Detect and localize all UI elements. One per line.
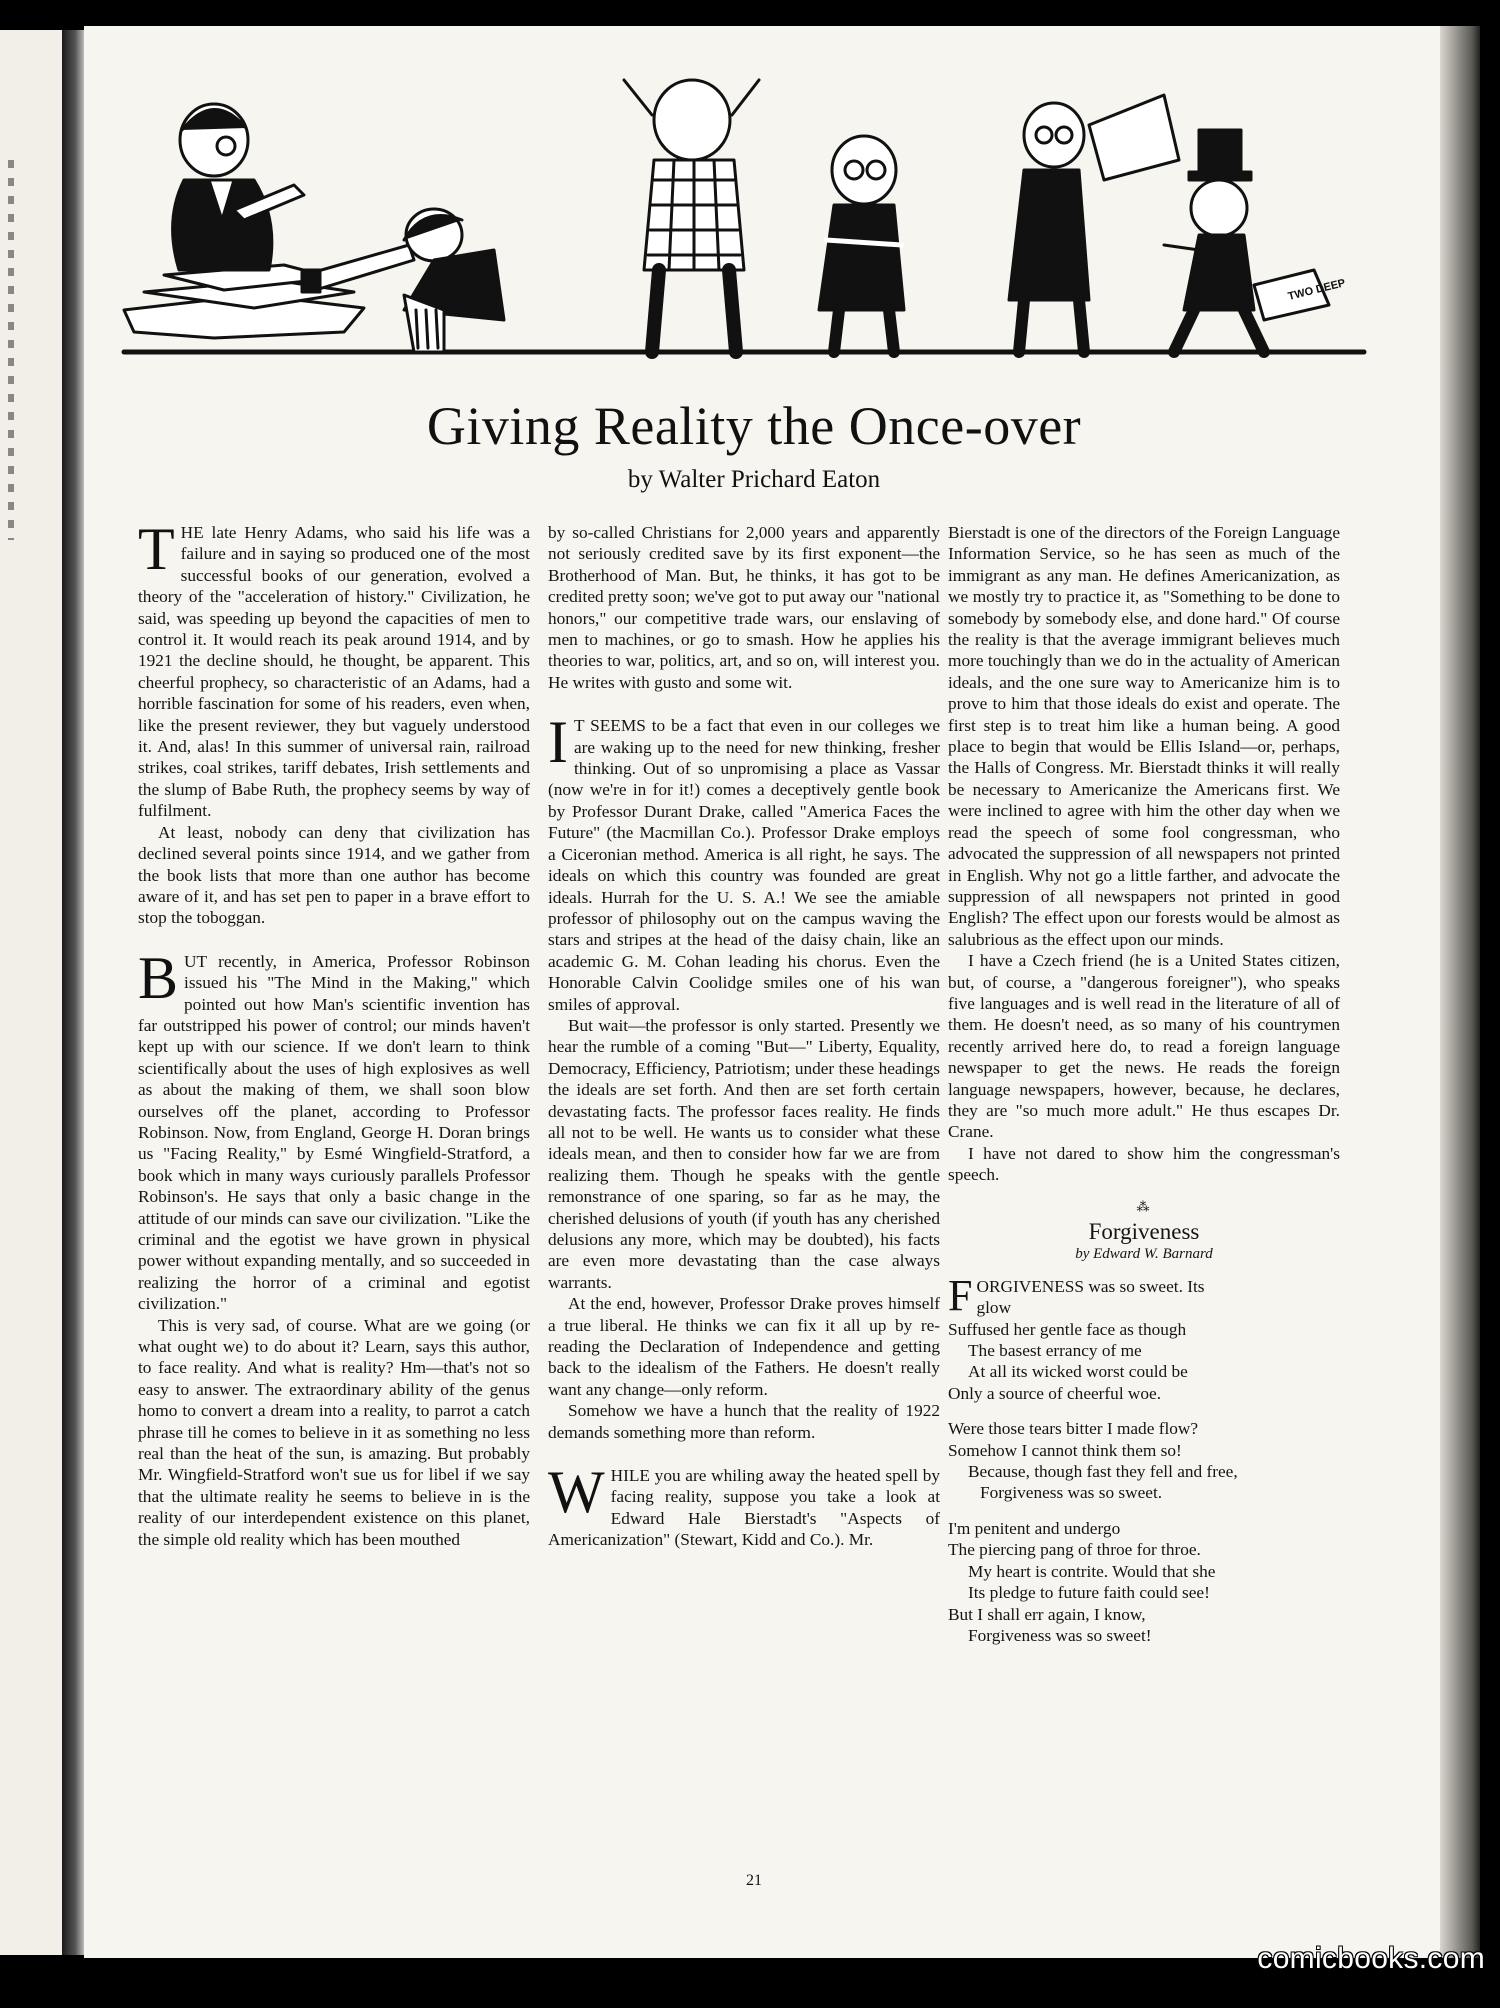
paragraph: But wait—the professor is only started. Presently we hear the rumble of a coming "But—" Liberty, Equality, Democracy, Efficiency, Patriotism; under these headings the ideals are set forth. And then are set forth certain devastating facts. The professor faces reality. He finds all not to be well. He wants us to consider what these ideals mean, and then to consider how far we are from realizing them. Though he speaks with the gentle remonstrance of one sparing, so far as he may, the cherished delusions of youth (if youth has any cherished delusions any more, which may be doubted), his facts are even more devastating than the case always warrants.: [548, 1015, 940, 1292]
man-with-paper-icon: [1009, 95, 1179, 352]
arms-crossed-man-icon: [819, 136, 904, 352]
section-ornament: ⁂: [1136, 1198, 1152, 1214]
poem-line: Only a source of cheerful woe.: [948, 1383, 1162, 1403]
paragraph: [138, 944, 530, 1315]
poem-line: Suffused her gentle face as though: [948, 1319, 1187, 1339]
poem-line: Its pledge to future faith could see!: [968, 1583, 1210, 1603]
paragraph: Somehow we have a hunch that the reality of 1922 demands something more than reform.: [548, 1401, 940, 1442]
paragraph-text: T SEEMS to be a fact that even in our colleges we are waking up to the need for new thinking, fresher thinking. Out of so unpromising a place as Vassar (now we're in for it!) comes a deceptively gentle book by Professor Durant Drake, called "America Faces the Future" (the Macmillan Co.). Professor Drake employs a Ciceronian method. America is all right, he says. The ideals on which this country was founded are great ideals. Hurrah for the U. S. A.! We see the amiable professor of philosophy out on the campus waving the stars and stripes at the head of the daisy chain, like an academic G. M. Cohan leading his chorus. Even the Honorable Calvin Coolidge smiles one of his wan smiles of approval.: [548, 716, 940, 1014]
page-number: 21: [746, 1872, 762, 1889]
article-byline: by Walter Prichard Eaton: [627, 466, 881, 493]
paragraph: At least, nobody can deny that civilization has declined several points since 1914, and we gather from the book lists that more than one author has become aware of it, and has set pen to paper in a brave effort to stop the toboggan.: [138, 822, 530, 928]
site-watermark: comicbooks.com: [1257, 1942, 1485, 1975]
page-gutter: [62, 30, 84, 1955]
article-title: Giving Reality the Once-over: [426, 396, 1082, 456]
page-stack-edge: [1440, 26, 1480, 1958]
paragraph: This is very sad, of course. What are we going (or what ought we) to do about it? Learn, says this author, to face reality. And what is reality? Hm—that's not so easy to answer. The extraordinary ability of the genus homo to convert a dream into a reality, to parrot a catch phrase till he comes to believe in it as something no less real than the heat of the sun, is amazing. But probably Mr. Wingfield-Stratford won't sue us for libel if we say that the ultimate reality he seems to believe in is the reality of our interdependent existence on this planet, the simple old reality which has been mouthed: [138, 1315, 530, 1549]
poem-line: I'm penitent and undergo: [948, 1518, 1121, 1538]
poem-line: Were those tears bitter I made flow?: [948, 1419, 1199, 1439]
drop-cap: B: [138, 944, 179, 1011]
paragraph: I have a Czech friend (he is a United States citizen, but, of course, a "dangerous foreigner"), who speaks five languages and is well read in the literature of all of them. He doesn't need, as so many of his countrymen recently arrived here do, to read a foreign language newspaper to get the news. He reads the foreign language newspapers, however, because, he declares, they are "so much more adult." He thus escapes Dr. Crane.: [948, 951, 1340, 1142]
poem-first-lines: [948, 1270, 1340, 1320]
facing-page-text-fragment: [8, 160, 14, 540]
article-column-3: [948, 522, 1340, 1862]
paragraph: I have not dared to show him the congressman's speech.: [948, 1143, 1340, 1185]
puzzled-man-icon: [624, 80, 759, 352]
poem-line: The piercing pang of throe for throe.: [948, 1540, 1201, 1560]
poem-line: Because, though fast they fell and free,: [968, 1462, 1238, 1482]
man-with-magnifier-icon: [173, 104, 304, 270]
paragraph: Bierstadt is one of the directors of the Foreign Language Information Service, so he has seen as much of the immigrant as any man. He defines Americanization, as we mostly try to practice it, as "Something to be done to somebody by somebody else, and done hard." Of course the reality is that the average immigrant believes much more touchingly than we do in the actuality of American ideals, and the one sure way to Americanize him is to prove to him that those ideals do exist and operate. The first step is to treat him like a human being. A good place to begin that would be Ellis Island—or, perhaps, the Halls of Congress. Mr. Bierstadt thinks it will really be necessary to Americanize the Americans first. We were inclined to agree with him the other day when we read the speech of some fool congressman, who advocated the suppression of all newspapers not printed in English. Why not go a little farther, and advocate the suppression of all newspapers not printed in good English? The effect upon our forests would be almost as salubrious as the effect upon our minds.: [948, 523, 1340, 949]
article-column-2: [548, 522, 940, 1862]
poem-body: [948, 1270, 1340, 1647]
poem-drop-cap: F: [948, 1270, 973, 1320]
poem-title: Forgiveness: [1088, 1219, 1200, 1244]
paragraph: by so-called Christians for 2,000 years and apparently not seriously credited save by its first exponent—the Brotherhood of Man. But, he thinks, it has got to be credited pretty soon; we've got to put away our "national honors," our competitive trade wars, our enslaving of men to machines, or go to smash. How he applies his theories to war, politics, art, and so on, will interest you. He writes with gusto and some wit.: [548, 523, 940, 692]
man-with-top-hat-icon: [1164, 130, 1329, 352]
poem-line: glow: [976, 1298, 1012, 1318]
poem-line: But I shall err again, I know,: [948, 1604, 1146, 1624]
facing-page-edge: [0, 30, 62, 1955]
paragraph-text: UT recently, in America, Professor Robinson issued his "The Mind in the Making," which pointed out how Man's scientific invention has far outstripped his power of control; our minds haven't kept up with our science. If we don't learn to think scientifically about the uses of high explosives as well as about the making of them, we shall soon blow ourselves off the planet, according to Professor Robinson. Now, from England, George H. Doran brings us "Facing Reality," by Esmé Wingfield-Stratford, a book which in many ways curiously parallels Professor Robinson's. He says that only a basic change in the attitude of our minds can save our civilization. "Like the criminal and the egotist we have grown in physical power without expanding mentally, and so succeeded in realizing the horror of a criminal and egotist civilization.": [138, 951, 530, 1314]
poem-line: The basest errancy of me: [968, 1341, 1142, 1361]
poem-line: Forgiveness was so sweet.: [980, 1483, 1163, 1503]
poem-line: Somehow I cannot think them so!: [948, 1440, 1182, 1460]
poem-line: Forgiveness was so sweet!: [968, 1625, 1152, 1645]
cartoon-banner-icon: [104, 70, 1404, 370]
poem-line: At all its wicked worst could be: [968, 1362, 1188, 1382]
paragraph-text: HE late Henry Adams, who said his life was a failure and in saying so produced one of the most successful books of our generation, evolved a theory of the "acceleration of history." Civilization, he said, was speeding up beyond the capacities of men to control it. It would reach its peak around 1914, and by 1921 the decline should, he thought, be apparent. This cheerful prophecy, so characteristic of an Adams, had a horrible fascination for some of his readers, even when, like the present reviewer, they but vaguely understood it. And, alas! In this summer of universal rain, railroad strikes, coal strikes, tariff debates, Irish settlements and the slump of Babe Ruth, the prophecy seems by way of fulfilment.: [138, 523, 530, 821]
paragraph-text: HILE you are whiling away the heated spell by facing reality, suppose you take a look at Edward Hale Bierstadt's "Aspects of Americanization" (Stewart, Kidd and Co.). Mr.: [548, 1466, 940, 1550]
drop-cap: W: [548, 1459, 605, 1526]
drop-cap: I: [548, 709, 568, 776]
paragraph: [138, 522, 530, 822]
paragraph: At the end, however, Professor Drake proves himself a true liberal. He thinks we can fix it all up by re-reading the Declaration of Independence and getting back to the idealism of the Fathers. He doesn't really want any change—only reform.: [548, 1294, 940, 1399]
article-column-1: [138, 522, 530, 1862]
poem-line: ORGIVENESS was so sweet. Its: [976, 1276, 1205, 1296]
poem-line: My heart is contrite. Would that she: [968, 1561, 1216, 1581]
paragraph: [548, 1459, 940, 1551]
poem-author: by Edward W. Barnard: [1075, 1246, 1213, 1263]
sign-text: TWO DEEP: [1286, 277, 1347, 303]
drop-cap: T: [138, 522, 175, 582]
paragraph: [548, 709, 940, 1015]
